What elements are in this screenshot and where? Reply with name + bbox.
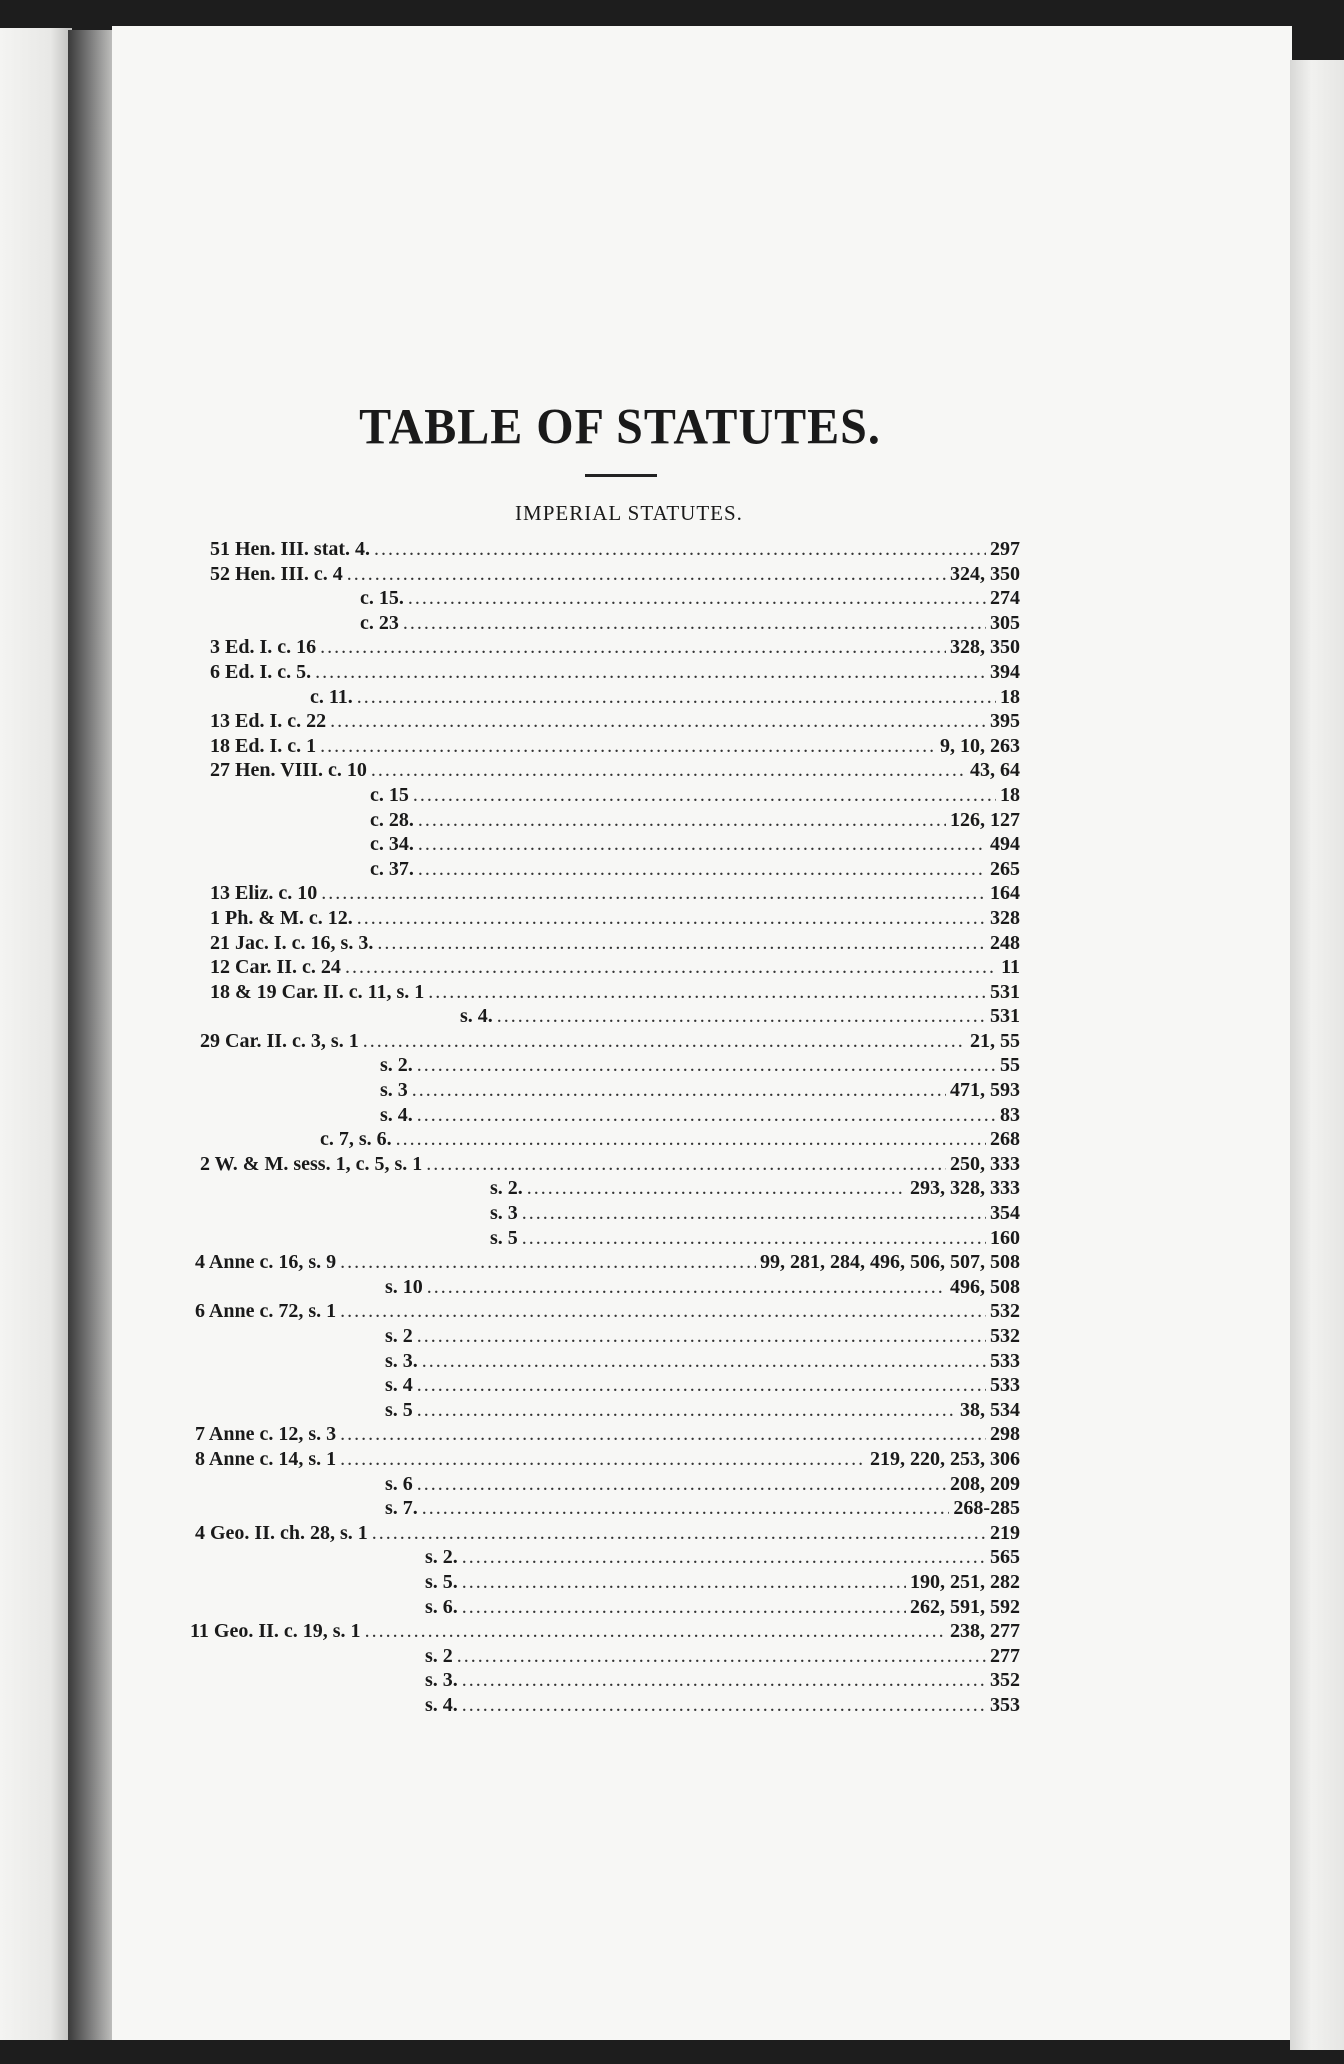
page-references: 297 — [990, 538, 1020, 560]
statute-citation: s. 5. — [425, 1570, 458, 1593]
page-references: 471, 593 — [950, 1079, 1020, 1102]
statute-entry — [190, 784, 1020, 809]
statute-entry — [190, 858, 1020, 883]
page-references: 565 — [990, 1546, 1020, 1569]
statute-entry — [190, 538, 1020, 563]
page-references: 99, 281, 284, 496, 506, 507, 508 — [760, 1251, 1020, 1274]
statute-citation: s. 5 — [385, 1398, 413, 1421]
statute-entry — [190, 759, 1020, 784]
statute-citation: 51 Hen. III. stat. 4. — [210, 538, 371, 560]
dot-leader — [321, 882, 986, 905]
statute-citation: c. 7, s. 6. — [320, 1128, 392, 1151]
page-references: 265 — [990, 857, 1020, 880]
statute-entry — [190, 1276, 1020, 1301]
dot-leader — [417, 1054, 996, 1077]
dot-leader — [403, 612, 986, 635]
page-references: 353 — [990, 1693, 1020, 1716]
dot-leader — [462, 1571, 906, 1594]
page-references: 208, 209 — [950, 1472, 1020, 1495]
dot-leader — [357, 907, 986, 930]
statute-citation: s. 3 — [490, 1202, 518, 1225]
dot-leader — [417, 1399, 956, 1422]
dot-leader — [374, 538, 986, 561]
page-references: 354 — [990, 1202, 1020, 1225]
statute-citation: s. 2 — [385, 1325, 413, 1347]
page-references: 533 — [990, 1349, 1020, 1372]
dot-leader — [396, 1128, 986, 1151]
statute-citation: 11 Geo. II. c. 19, s. 1 — [190, 1620, 361, 1643]
statute-entry — [190, 1227, 1020, 1252]
statute-entry — [190, 1645, 1020, 1670]
statute-entry — [190, 563, 1020, 588]
statute-citation: c. 15 — [370, 783, 409, 806]
statute-entry — [190, 1399, 1020, 1424]
statute-entry — [190, 1620, 1020, 1645]
left-page-edge — [0, 28, 72, 2040]
page-references: 250, 333 — [950, 1152, 1020, 1175]
statute-citation: 13 Ed. I. c. 22 — [210, 710, 327, 733]
statute-entry — [190, 1325, 1020, 1350]
page-references: 238, 277 — [950, 1620, 1020, 1643]
dot-leader — [422, 1497, 950, 1520]
page-title: TABLE OF STATUTES. — [359, 399, 881, 456]
dot-leader — [330, 710, 986, 733]
page-references: 496, 508 — [950, 1275, 1020, 1298]
statute-citation: 21 Jac. I. c. 16, s. 3. — [210, 931, 374, 954]
statute-entry — [190, 907, 1020, 932]
statute-citation: 13 Eliz. c. 10 — [210, 882, 318, 905]
dot-leader — [462, 1546, 986, 1569]
page-references: 305 — [990, 611, 1020, 634]
dot-leader — [408, 587, 986, 610]
statute-citation: 4 Anne c. 16, s. 9 — [195, 1251, 337, 1274]
page-references: 248 — [990, 931, 1020, 954]
statute-citation: c. 11. — [310, 685, 353, 708]
page-references: 328 — [990, 906, 1020, 929]
statute-citation: 8 Anne c. 14, s. 1 — [195, 1447, 337, 1470]
statute-entry — [190, 1473, 1020, 1498]
dot-leader — [357, 686, 996, 709]
statute-citation: 27 Hen. VIII. c. 10 — [210, 759, 367, 782]
statute-entry — [190, 1030, 1020, 1055]
dot-leader — [412, 1079, 946, 1102]
statute-entry — [190, 1005, 1020, 1030]
dot-leader — [527, 1177, 906, 1200]
statute-entry — [190, 1374, 1020, 1399]
statute-citation: 1 Ph. & M. c. 12. — [210, 906, 353, 929]
statute-entry — [190, 661, 1020, 686]
statute-citation: s. 2. — [380, 1054, 413, 1077]
dot-leader — [522, 1227, 986, 1250]
page-references: 494 — [990, 833, 1020, 856]
statute-citation: c. 34. — [370, 833, 414, 856]
page-references: 268-285 — [953, 1497, 1020, 1520]
statute-citation: 29 Car. II. c. 3, s. 1 — [200, 1029, 359, 1052]
dot-leader — [371, 759, 966, 782]
dot-leader — [315, 661, 986, 684]
page-references: 352 — [990, 1669, 1020, 1692]
statute-citation: c. 23 — [360, 611, 399, 634]
statute-citation: s. 2. — [490, 1177, 523, 1200]
statute-entry — [190, 882, 1020, 907]
book-gutter-shadow — [68, 30, 116, 2040]
statute-citation: s. 2. — [425, 1546, 458, 1569]
statute-entry — [190, 1128, 1020, 1153]
statute-citation: c. 28. — [370, 808, 414, 831]
page-references: 395 — [990, 710, 1020, 733]
statute-citation: s. 6 — [385, 1472, 413, 1495]
statute-citation: 6 Ed. I. c. 5. — [210, 660, 312, 683]
dot-leader — [422, 1350, 986, 1373]
statute-citation: s. 3. — [385, 1349, 418, 1372]
page-references: 21, 55 — [970, 1029, 1020, 1052]
statute-entry — [190, 833, 1020, 858]
statute-entry — [190, 1522, 1020, 1547]
statute-citation: s. 4. — [380, 1103, 413, 1126]
dot-leader — [345, 956, 997, 979]
page-references: 274 — [990, 587, 1020, 610]
statute-citation: s. 3. — [425, 1669, 458, 1692]
page-content — [190, 398, 1020, 1719]
statute-entry — [190, 612, 1020, 637]
statute-entry — [190, 956, 1020, 981]
page-references: 18 — [1000, 685, 1020, 708]
dot-leader — [417, 1374, 986, 1397]
statute-citation: 7 Anne c. 12, s. 3 — [195, 1423, 337, 1446]
page-references: 394 — [990, 660, 1020, 683]
page-references: 532 — [990, 1300, 1020, 1323]
dot-leader — [428, 981, 986, 1004]
statute-entry — [190, 1177, 1020, 1202]
right-page-edge — [1290, 60, 1344, 2050]
statute-entry — [190, 686, 1020, 711]
dot-leader — [365, 1620, 946, 1643]
dot-leader — [417, 1473, 946, 1496]
statute-entry — [190, 1571, 1020, 1596]
statute-citation: s. 5 — [490, 1226, 518, 1249]
statute-entry — [190, 809, 1020, 834]
page-references: 190, 251, 282 — [910, 1570, 1020, 1593]
statute-citation: c. 37. — [370, 857, 414, 880]
page-references: 293, 328, 333 — [910, 1177, 1020, 1200]
statute-citation: s. 6. — [425, 1595, 458, 1618]
statute-citation: 52 Hen. III. c. 4 — [210, 562, 343, 585]
page-references: 126, 127 — [950, 808, 1020, 831]
page-references: 277 — [990, 1644, 1020, 1667]
page-references: 219 — [990, 1521, 1020, 1544]
dot-leader — [497, 1005, 986, 1028]
statute-citation: s. 10 — [385, 1275, 423, 1298]
page-references: 298 — [990, 1423, 1020, 1446]
statute-entry — [190, 1546, 1020, 1571]
page-references: 328, 350 — [950, 636, 1020, 659]
statute-citation: s. 3 — [380, 1079, 408, 1102]
page-references: 38, 534 — [960, 1398, 1020, 1421]
page-references: 9, 10, 263 — [940, 734, 1020, 757]
dot-leader — [340, 1423, 986, 1446]
page-references: 533 — [990, 1374, 1020, 1397]
page-references: 531 — [990, 1005, 1020, 1028]
statute-entry — [190, 1153, 1020, 1178]
statute-entry — [190, 1251, 1020, 1276]
statute-entry — [190, 1423, 1020, 1448]
statute-citation: s. 2 — [425, 1644, 453, 1667]
dot-leader — [522, 1202, 986, 1225]
statute-entry — [190, 1300, 1020, 1325]
statute-list — [190, 538, 1020, 1719]
statute-citation: 2 W. & M. sess. 1, c. 5, s. 1 — [200, 1152, 423, 1175]
dot-leader — [377, 932, 986, 955]
statute-entry — [190, 1202, 1020, 1227]
statute-entry — [190, 981, 1020, 1006]
dot-leader — [340, 1448, 866, 1471]
page-references: 160 — [990, 1226, 1020, 1249]
statute-entry — [190, 587, 1020, 612]
page-references: 11 — [1001, 956, 1020, 979]
dot-leader — [427, 1276, 946, 1299]
dot-leader — [417, 1104, 996, 1127]
statute-citation: 18 Ed. I. c. 1 — [210, 734, 317, 757]
dot-leader — [340, 1251, 756, 1274]
dot-leader — [462, 1596, 906, 1619]
statute-citation: s. 4. — [460, 1005, 493, 1028]
statute-entry — [190, 1104, 1020, 1129]
dot-leader — [418, 809, 946, 832]
statute-citation: 12 Car. II. c. 24 — [210, 956, 341, 979]
statute-entry — [190, 932, 1020, 957]
page-references: 55 — [1000, 1054, 1020, 1077]
page-references: 18 — [1000, 783, 1020, 806]
statute-entry — [190, 735, 1020, 760]
statute-citation: s. 7. — [385, 1497, 418, 1520]
dot-leader — [347, 563, 946, 586]
statute-entry — [190, 636, 1020, 661]
statute-citation: 4 Geo. II. ch. 28, s. 1 — [195, 1521, 368, 1544]
dot-leader — [426, 1153, 946, 1176]
dot-leader — [417, 1325, 986, 1348]
dot-leader — [462, 1669, 986, 1692]
dot-leader — [418, 833, 986, 856]
statute-entry — [190, 1596, 1020, 1621]
page-references: 531 — [990, 980, 1020, 1003]
statute-entry — [190, 1694, 1020, 1719]
page-references: 219, 220, 253, 306 — [870, 1447, 1020, 1470]
statute-entry — [190, 1497, 1020, 1522]
dot-leader — [372, 1522, 986, 1545]
dot-leader — [363, 1030, 966, 1053]
dot-leader — [320, 735, 936, 758]
statute-entry — [190, 1054, 1020, 1079]
statute-citation: 6 Anne c. 72, s. 1 — [195, 1300, 337, 1323]
statute-citation: s. 4 — [385, 1374, 413, 1397]
statute-entry — [190, 710, 1020, 735]
section-heading: IMPERIAL STATUTES. — [515, 501, 743, 525]
page-references: 324, 350 — [950, 562, 1020, 585]
dot-leader — [340, 1300, 986, 1323]
dot-leader — [320, 636, 946, 659]
statute-citation: s. 4. — [425, 1693, 458, 1716]
dot-leader — [413, 784, 996, 807]
dot-leader — [462, 1694, 986, 1717]
statute-citation: 18 & 19 Car. II. c. 11, s. 1 — [210, 980, 425, 1003]
dot-leader — [418, 858, 986, 881]
page-references: 532 — [990, 1325, 1020, 1347]
page-references: 83 — [1000, 1103, 1020, 1126]
statute-entry — [190, 1350, 1020, 1375]
title-divider — [585, 474, 657, 477]
statute-entry — [190, 1669, 1020, 1694]
page-references: 43, 64 — [970, 759, 1020, 782]
page-references: 268 — [990, 1128, 1020, 1151]
statute-entry — [190, 1448, 1020, 1473]
page-references: 262, 591, 592 — [910, 1595, 1020, 1618]
statute-citation: c. 15. — [360, 587, 404, 610]
page-references: 164 — [990, 882, 1020, 905]
statute-citation: 3 Ed. I. c. 16 — [210, 636, 317, 659]
dot-leader — [457, 1645, 986, 1668]
statute-entry — [190, 1079, 1020, 1104]
